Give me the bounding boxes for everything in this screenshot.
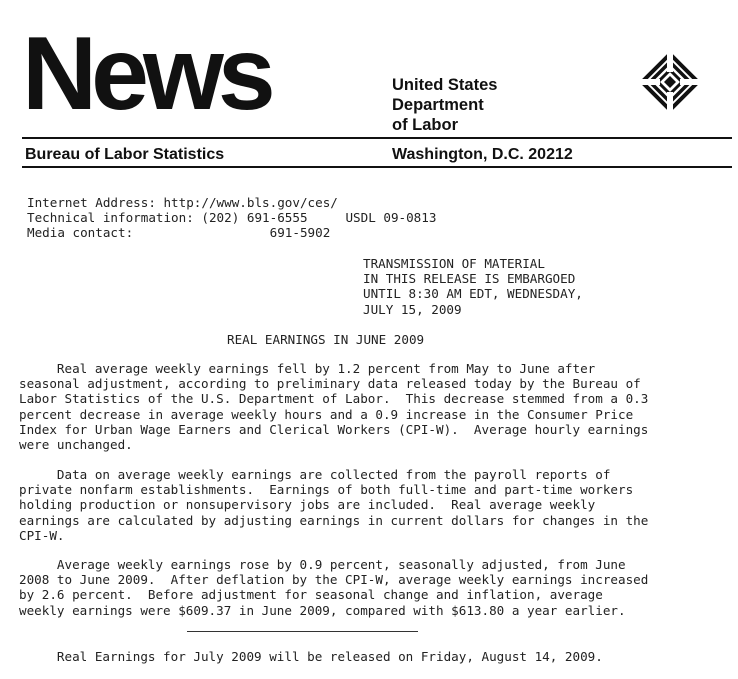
paragraph-line: Data on average weekly earnings are collected from the payroll reports of (19, 467, 611, 482)
paragraph (19, 361, 648, 452)
department-line: Department (392, 96, 484, 114)
section-divider (187, 631, 418, 632)
paragraph-line: private nonfarm establishments. Earnings of both full-time and part-time workers (19, 482, 634, 498)
contact-line: Technical information: (202) 691-6555 USDL 09-0813 (27, 210, 437, 226)
paragraph-line: 2008 to June 2009. After deflation by the CPI-W, average weekly earnings increased (19, 572, 649, 588)
paragraph-line: percent decrease in average weekly hours and a 0.9 increase in the Consumer Price (19, 406, 634, 422)
embargo-line: UNTIL 8:30 AM EDT, WEDNESDAY, (363, 286, 583, 302)
department-line: United States (392, 76, 498, 94)
release-headline: REAL EARNINGS IN JUNE 2009 (227, 332, 425, 347)
paragraph-line: Index for Urban Wage Earners and Clerical Workers (CPI-W). Average hourly earnings (19, 421, 649, 437)
contact-line: Internet Address: http://www.bls.gov/ces/ (27, 195, 338, 210)
department-name (392, 75, 497, 135)
city-address: Washington, D.C. 20212 (392, 146, 573, 163)
paragraph-line: by 2.6 percent. Before adjustment for seasonal change and inflation, average (19, 587, 603, 603)
contact-line: Media contact: 691-5902 (27, 225, 331, 241)
masthead-rule-bottom (22, 166, 732, 168)
contact-block (27, 195, 436, 241)
paragraph (19, 557, 648, 618)
next-release-note: Real Earnings for July 2009 will be released on Friday, August 14, 2009. (19, 649, 603, 664)
bureau-name: Bureau of Labor Statistics (25, 146, 225, 163)
department-of-labor-seal-icon (640, 52, 700, 112)
paragraph-line: earnings are calculated by adjusting earnings in current dollars for changes in the (19, 512, 649, 528)
news-title: News (22, 16, 270, 132)
department-line: of Labor (392, 116, 458, 134)
embargo-line: IN THIS RELEASE IS EMBARGOED (363, 271, 576, 287)
paragraph-line: holding production or nonsupervisory jobs are included. Real average weekly (19, 497, 596, 513)
paragraph-line: weekly earnings were $609.37 in June 2009, compared with $613.80 a year earlier. (19, 602, 626, 618)
paragraph (19, 467, 648, 543)
paragraph-line: Labor Statistics of the U.S. Department of Labor. This decrease stemmed from a 0.3 (19, 391, 649, 407)
embargo-line: JULY 15, 2009 (363, 301, 462, 317)
embargo-line: TRANSMISSION OF MATERIAL (363, 256, 545, 271)
embargo-notice (363, 256, 583, 317)
masthead-rule-top (22, 137, 732, 139)
paragraph-line: Real average weekly earnings fell by 1.2 percent from May to June after (19, 361, 596, 376)
paragraph-line: CPI-W. (19, 527, 65, 543)
paragraph-line: Average weekly earnings rose by 0.9 percent, seasonally adjusted, from June (19, 557, 626, 572)
paragraph-line: seasonal adjustment, according to preliminary data released today by the Bureau of (19, 376, 641, 392)
paragraph-line: were unchanged. (19, 437, 133, 453)
